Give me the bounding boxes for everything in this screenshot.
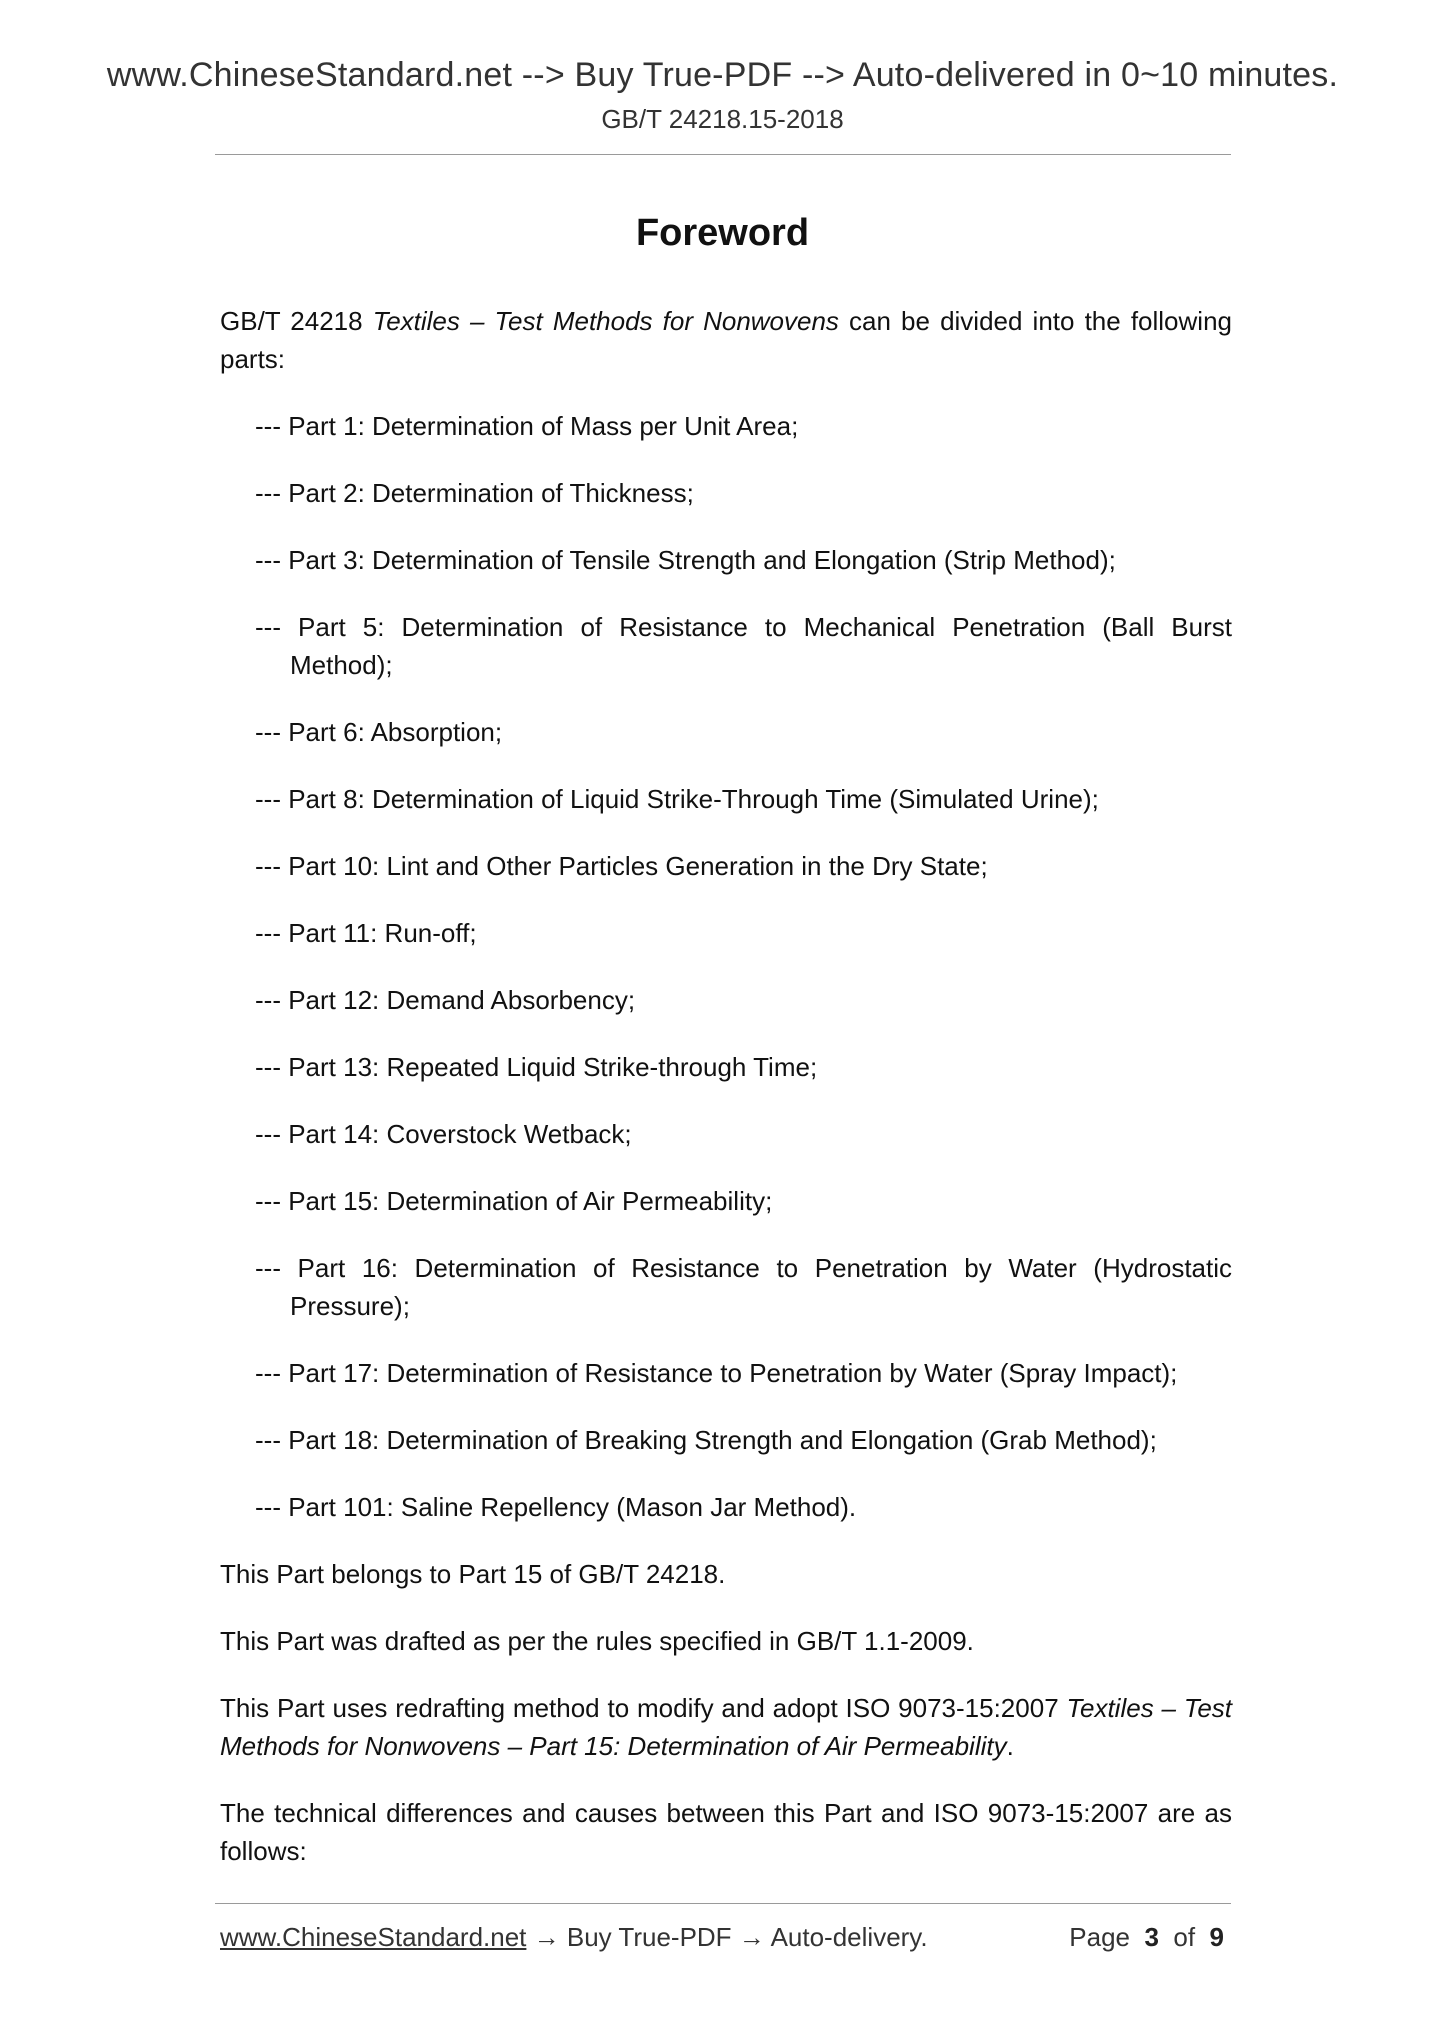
differences-paragraph: The technical differences and causes between this Part and ISO 9073-15:2007 are as follows: <box>220 1798 1232 1866</box>
adopt-prefix: This Part uses redrafting method to modify and adopt ISO 9073-15:2007 <box>220 1693 1067 1723</box>
header-standard-number: GB/T 24218.15-2018 <box>601 104 844 134</box>
page-current: 3 <box>1144 1922 1159 1952</box>
intro-suffix: can be divided into the following parts: <box>220 306 1232 374</box>
page-label: Page <box>1069 1922 1131 1952</box>
header-banner: www.ChineseStandard.net --> Buy True-PDF --> Auto-delivered in 0~10 minutes. <box>106 56 1339 94</box>
list-item: --- Part 101: Saline Repellency (Mason Jar Method). <box>255 1492 857 1522</box>
list-item: --- Part 14: Coverstock Wetback; <box>255 1119 632 1149</box>
page-number <box>1069 1922 1224 1953</box>
footer-divider <box>215 1903 1231 1904</box>
list-item: --- Part 18: Determination of Breaking Strength and Elongation (Grab Method); <box>255 1425 1157 1455</box>
list-item: --- Part 6: Absorption; <box>255 717 503 747</box>
adopt-title: Textiles – Test Methods for Nonwovens – Part 15: Determination of Air Permeability <box>220 1693 1233 1761</box>
intro-prefix: GB/T 24218 <box>220 306 373 336</box>
list-item: --- Part 17: Determination of Resistance to Penetration by Water (Spray Impact); <box>255 1358 1178 1388</box>
intro-title: Textiles – Test Methods for Nonwovens <box>372 306 839 336</box>
page-of: of <box>1173 1922 1196 1952</box>
list-item: --- Part 2: Determination of Thickness; <box>255 478 694 508</box>
list-item: --- Part 15: Determination of Air Permeability; <box>255 1186 773 1216</box>
list-item: --- Part 13: Repeated Liquid Strike-through Time; <box>255 1052 818 1082</box>
intro-paragraph <box>220 302 1232 378</box>
belongs-paragraph: This Part belongs to Part 15 of GB/T 24218. <box>220 1559 726 1589</box>
document-body <box>220 302 1232 1899</box>
list-item: --- Part 5: Determination of Resistance to Mechanical Penetration (Ball Burst Method); <box>255 612 1232 680</box>
header-divider <box>215 154 1231 155</box>
page-total: 9 <box>1209 1922 1224 1952</box>
list-item: --- Part 8: Determination of Liquid Strike-Through Time (Simulated Urine); <box>255 784 1099 814</box>
adopt-paragraph <box>220 1689 1232 1765</box>
list-item: --- Part 16: Determination of Resistance to Penetration by Water (Hydrostatic Pressure); <box>255 1253 1232 1321</box>
footer-site-link[interactable]: www.ChineseStandard.net <box>220 1922 527 1952</box>
list-item: --- Part 11: Run-off; <box>255 918 477 948</box>
footer-tagline: → Buy True-PDF → Auto-delivery. <box>526 1922 928 1952</box>
adopt-suffix: . <box>1006 1731 1014 1761</box>
list-item: --- Part 1: Determination of Mass per Unit Area; <box>255 411 799 441</box>
drafted-paragraph: This Part was drafted as per the rules specified in GB/T 1.1-2009. <box>220 1626 974 1656</box>
footer-left <box>220 1922 928 1953</box>
list-item: --- Part 12: Demand Absorbency; <box>255 985 636 1015</box>
list-item: --- Part 10: Lint and Other Particles Generation in the Dry State; <box>255 851 988 881</box>
page-title: Foreword <box>635 212 810 254</box>
list-item: --- Part 3: Determination of Tensile Strength and Elongation (Strip Method); <box>255 545 1116 575</box>
